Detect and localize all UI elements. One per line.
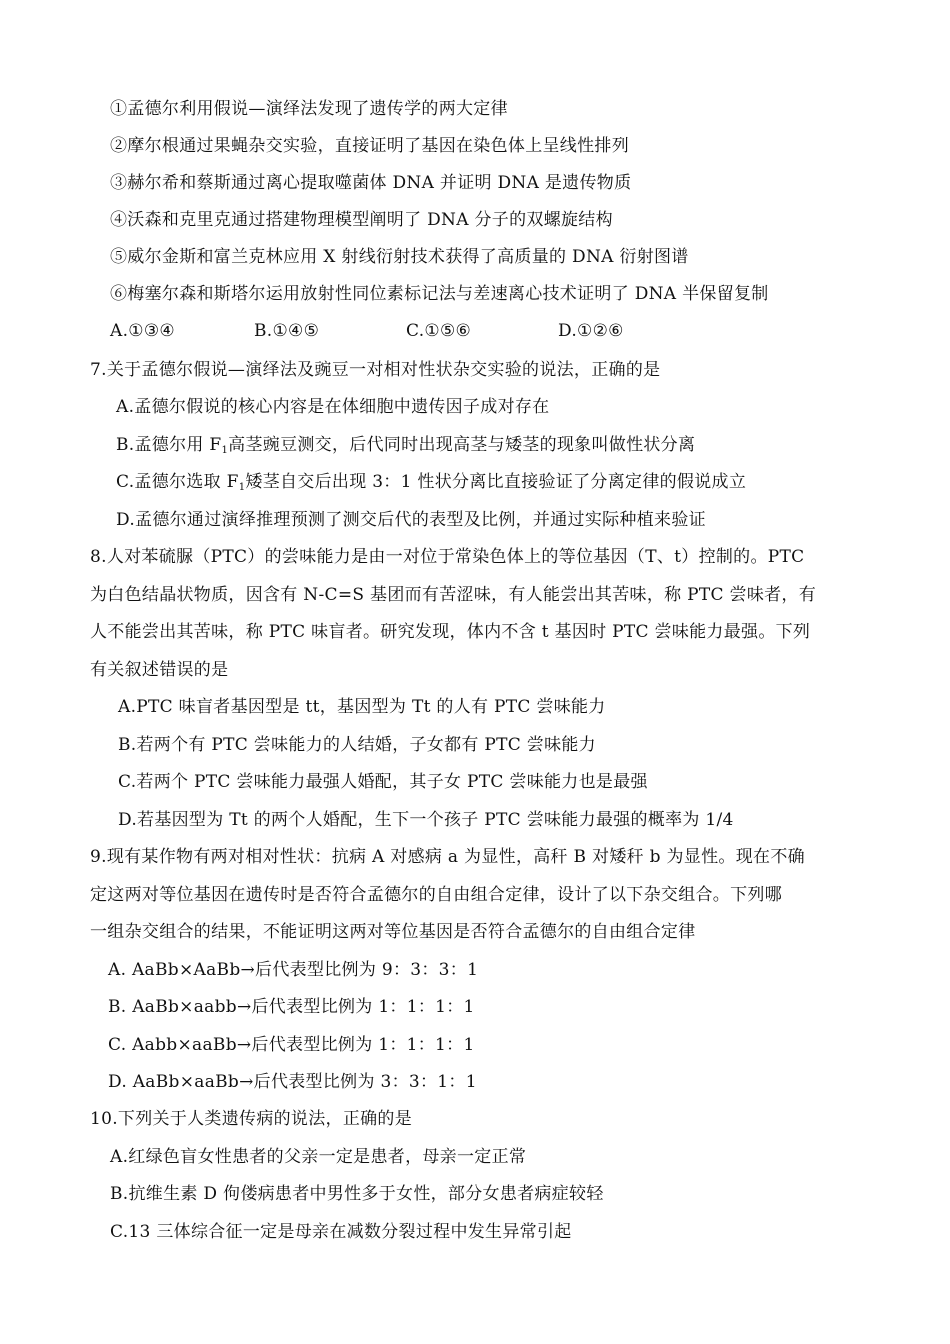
q10-stem: 10.下列关于人类遗传病的说法，正确的是 bbox=[90, 1109, 413, 1129]
q7-option-c: C.孟德尔选取 $F_1$矮茎自交后出现 3：1 性状分离比直接验证了分离定律的假说成立 bbox=[116, 472, 747, 493]
q6-statement-4: ④沃森和克里克通过搭建物理模型阐明了 DNA 分子的双螺旋结构 bbox=[110, 210, 613, 230]
q6-option-d: D.①②⑥ bbox=[558, 321, 624, 341]
q7-option-a: A.孟德尔假说的核心内容是在体细胞中遗传因子成对存在 bbox=[116, 397, 550, 417]
q6-option-a: A.①③④ bbox=[110, 321, 175, 341]
q9-option-b: B. AaBb×aabb→后代表型比例为 1：1：1：1 bbox=[108, 997, 475, 1017]
q8-stem-line-2: 为白色结晶状物质，因含有 N-C=S 基团而有苦涩味，有人能尝出其苦味，称 PTC 尝味者，有 bbox=[90, 585, 817, 605]
q9-option-c: C. Aabb×aaBb→后代表型比例为 1：1：1：1 bbox=[108, 1035, 475, 1055]
q7-option-d: D.孟德尔通过演绎推理预测了测交后代的表型及比例，并通过实际种植来验证 bbox=[116, 510, 706, 530]
q6-option-c: C.①⑤⑥ bbox=[406, 321, 472, 341]
q8-stem-line-1: 8.人对苯硫脲（PTC）的尝味能力是由一对位于常染色体上的等位基因（T、t）控制的。PTC bbox=[90, 547, 805, 567]
q9-stem-line-2: 定这两对等位基因在遗传时是否符合孟德尔的自由组合定律，设计了以下杂交组合。下列哪 bbox=[90, 885, 782, 905]
q8-option-a: A.PTC 味盲者基因型是 tt，基因型为 Tt 的人有 PTC 尝味能力 bbox=[118, 697, 606, 717]
q8-stem-line-3: 人不能尝出其苦味，称 PTC 味盲者。研究发现，体内不含 t 基因时 PTC 尝味能力最强。下列 bbox=[90, 622, 811, 642]
q9-stem-line-1: 9.现有某作物有两对相对性状：抗病 A 对感病 a 为显性，高秆 B 对矮秆 b 为显性。现在不确 bbox=[90, 847, 805, 867]
q9-option-a: A. AaBb×AaBb→后代表型比例为 9：3：3：1 bbox=[108, 960, 479, 980]
q10-option-b: B.抗维生素 D 佝偻病患者中男性多于女性，部分女患者病症较轻 bbox=[110, 1184, 604, 1204]
q6-statement-1: ①孟德尔利用假说—演绎法发现了遗传学的两大定律 bbox=[110, 99, 508, 119]
q10-option-a: A.红绿色盲女性患者的父亲一定是患者，母亲一定正常 bbox=[110, 1147, 527, 1167]
q6-statement-2: ②摩尔根通过果蝇杂交实验，直接证明了基因在染色体上呈线性排列 bbox=[110, 136, 629, 156]
q8-option-b: B.若两个有 PTC 尝味能力的人结婚，子女都有 PTC 尝味能力 bbox=[118, 735, 596, 755]
q9-stem-line-3: 一组杂交组合的结果，不能证明这两对等位基因是否符合孟德尔的自由组合定律 bbox=[90, 922, 696, 942]
q6-statement-6: ⑥梅塞尔森和斯塔尔运用放射性同位素标记法与差速离心技术证明了 DNA 半保留复制 bbox=[110, 284, 769, 304]
q8-option-c: C.若两个 PTC 尝味能力最强人婚配，其子女 PTC 尝味能力也是最强 bbox=[118, 772, 648, 792]
q6-statement-5: ⑤威尔金斯和富兰克林应用 X 射线衍射技术获得了高质量的 DNA 衍射图谱 bbox=[110, 247, 689, 267]
q6-option-b: B.①④⑤ bbox=[254, 321, 320, 341]
q8-option-d: D.若基因型为 Tt 的两个人婚配，生下一个孩子 PTC 尝味能力最强的概率为 1/4 bbox=[118, 810, 734, 830]
q10-option-c: C.13 三体综合征一定是母亲在减数分裂过程中发生异常引起 bbox=[110, 1222, 572, 1242]
q6-statement-3: ③赫尔希和蔡斯通过离心提取噬菌体 DNA 并证明 DNA 是遗传物质 bbox=[110, 173, 632, 193]
q8-stem-line-4: 有关叙述错误的是 bbox=[90, 660, 229, 680]
q7-stem: 7.关于孟德尔假说—演绎法及豌豆一对相对性状杂交实验的说法，正确的是 bbox=[90, 360, 661, 380]
q9-option-d: D. AaBb×aaBb→后代表型比例为 3：3：1：1 bbox=[108, 1072, 477, 1092]
q7-option-b: B.孟德尔用 $F_1$高茎豌豆测交，后代同时出现高茎与矮茎的现象叫做性状分离 bbox=[116, 435, 696, 456]
